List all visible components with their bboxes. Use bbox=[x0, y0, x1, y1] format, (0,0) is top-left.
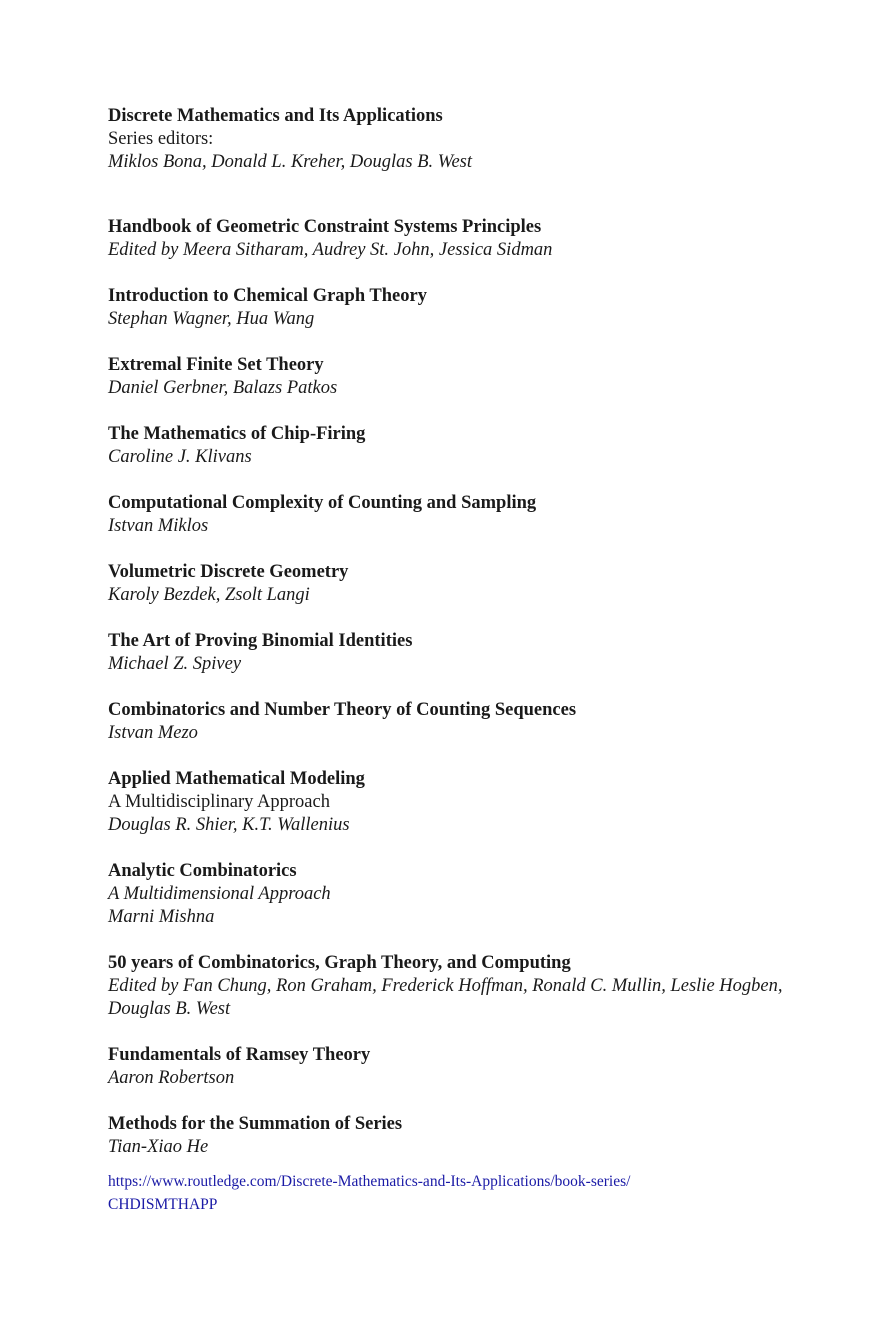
book-entry bbox=[108, 768, 798, 837]
book-entry bbox=[108, 699, 798, 745]
book-entry bbox=[108, 354, 798, 400]
series-editors: Miklos Bona, Donald L. Kreher, Douglas B. West bbox=[108, 152, 473, 172]
series-header bbox=[108, 105, 798, 174]
book-entry bbox=[108, 952, 798, 1021]
book-title: Extremal Finite Set Theory bbox=[108, 355, 324, 375]
book-series-list bbox=[108, 105, 798, 1216]
book-authors: Douglas R. Shier, K.T. Wallenius bbox=[108, 815, 350, 835]
book-title: Analytic Combinatorics bbox=[108, 861, 297, 881]
book-subtitle: A Multidisciplinary Approach bbox=[108, 792, 330, 812]
book-authors: Daniel Gerbner, Balazs Patkos bbox=[108, 378, 338, 398]
book-entry bbox=[108, 492, 798, 538]
book-entry bbox=[108, 216, 798, 262]
book-authors: Stephan Wagner, Hua Wang bbox=[108, 309, 315, 329]
book-entry bbox=[108, 630, 798, 676]
book-authors: Caroline J. Klivans bbox=[108, 447, 252, 467]
book-subtitle: A Multidimensional Approach bbox=[108, 884, 331, 904]
book-authors: Edited by Meera Sitharam, Audrey St. John, Jessica Sidman bbox=[108, 240, 553, 260]
book-entry bbox=[108, 1044, 798, 1090]
book-authors: Istvan Miklos bbox=[108, 516, 209, 536]
book-title: Applied Mathematical Modeling bbox=[108, 769, 365, 789]
book-entry bbox=[108, 860, 798, 929]
book-title: 50 years of Combinatorics, Graph Theory, and Computing bbox=[108, 953, 571, 973]
book-title: Combinatorics and Number Theory of Counting Sequences bbox=[108, 700, 577, 720]
series-url-line2[interactable]: CHDISMTHAPP bbox=[108, 1196, 218, 1213]
book-title: Volumetric Discrete Geometry bbox=[108, 562, 349, 582]
book-authors: Tian-Xiao He bbox=[108, 1137, 209, 1157]
series-editors-label: Series editors: bbox=[108, 129, 214, 149]
book-authors: Michael Z. Spivey bbox=[108, 654, 242, 674]
series-link[interactable] bbox=[108, 1170, 798, 1216]
book-title: Fundamentals of Ramsey Theory bbox=[108, 1045, 371, 1065]
book-authors: Karoly Bezdek, Zsolt Langi bbox=[108, 585, 310, 605]
book-title: The Mathematics of Chip-Firing bbox=[108, 424, 366, 444]
book-authors: Edited by Fan Chung, Ron Graham, Frederick Hoffman, Ronald C. Mullin, Leslie Hogben, Douglas B. West bbox=[108, 976, 783, 1019]
book-title: Methods for the Summation of Series bbox=[108, 1114, 403, 1134]
book-entry bbox=[108, 1113, 798, 1159]
book-title: Introduction to Chemical Graph Theory bbox=[108, 286, 427, 306]
series-title: Discrete Mathematics and Its Applications bbox=[108, 106, 443, 126]
book-entry bbox=[108, 423, 798, 469]
book-title: Handbook of Geometric Constraint Systems Principles bbox=[108, 217, 542, 237]
series-url-line1[interactable]: https://www.routledge.com/Discrete-Mathematics-and-Its-Applications/book-series/ bbox=[108, 1173, 631, 1190]
book-authors: Marni Mishna bbox=[108, 907, 215, 927]
book-authors: Aaron Robertson bbox=[108, 1068, 235, 1088]
book-entry bbox=[108, 285, 798, 331]
book-title: Computational Complexity of Counting and Sampling bbox=[108, 493, 537, 513]
book-authors: Istvan Mezo bbox=[108, 723, 198, 743]
book-title: The Art of Proving Binomial Identities bbox=[108, 631, 413, 651]
book-entry bbox=[108, 561, 798, 607]
